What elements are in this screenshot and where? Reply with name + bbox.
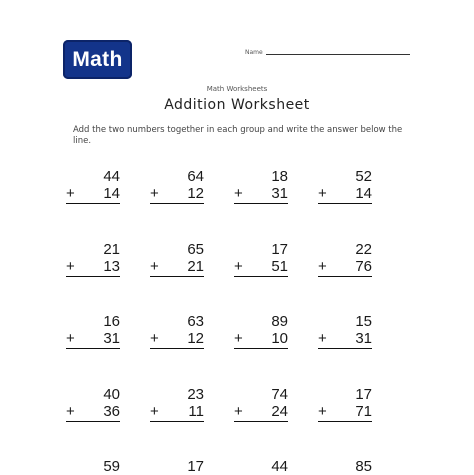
answer-line — [318, 421, 372, 422]
addend-bottom-row — [150, 258, 204, 275]
plus-sign: + — [318, 403, 327, 420]
addend-bottom-row — [318, 403, 372, 420]
addend-top: 15 — [355, 313, 372, 330]
answer-line — [66, 421, 120, 422]
addition-problem — [234, 386, 288, 422]
answer-line — [318, 276, 372, 277]
addend-bottom: 51 — [271, 258, 288, 275]
addend-bottom: 76 — [355, 258, 372, 275]
addend-bottom: 21 — [187, 258, 204, 275]
answer-line — [318, 203, 372, 204]
addend-top: 64 — [187, 168, 204, 185]
addend-top: 21 — [103, 241, 120, 258]
answer-line — [150, 203, 204, 204]
addend-bottom: 12 — [187, 330, 204, 347]
addend-bottom-row — [66, 185, 120, 202]
worksheet-subtitle: Math Worksheets — [206, 85, 268, 93]
name-line — [266, 54, 410, 55]
addition-problem — [234, 241, 288, 277]
answer-line — [150, 421, 204, 422]
addend-bottom: 31 — [271, 185, 288, 202]
plus-sign: + — [150, 330, 159, 347]
addend-top: 65 — [187, 241, 204, 258]
addend-bottom-row — [66, 258, 120, 275]
addend-bottom-row — [234, 258, 288, 275]
addition-problem — [66, 386, 120, 422]
answer-line — [66, 276, 120, 277]
addition-problem — [318, 313, 372, 349]
instructions-text: Add the two numbers together in each group and write the answer below the line. — [73, 125, 403, 146]
plus-sign: + — [66, 185, 75, 202]
addition-problem — [234, 168, 288, 204]
addend-bottom: 13 — [103, 258, 120, 275]
addend-top: 22 — [355, 241, 372, 258]
plus-sign: + — [150, 258, 159, 275]
addend-top: 40 — [103, 386, 120, 403]
addend-bottom: 10 — [271, 330, 288, 347]
math-logo — [63, 40, 132, 79]
addend-bottom-row — [234, 330, 288, 347]
name-field — [245, 44, 410, 56]
plus-sign: + — [234, 185, 243, 202]
answer-line — [234, 348, 288, 349]
plus-sign: + — [234, 403, 243, 420]
addition-problem — [150, 168, 204, 204]
addend-bottom: 24 — [271, 403, 288, 420]
plus-sign: + — [150, 185, 159, 202]
addend-bottom-row — [150, 330, 204, 347]
addend-bottom: 36 — [103, 403, 120, 420]
addition-problem — [66, 241, 120, 277]
plus-sign: + — [234, 258, 243, 275]
addend-top: 63 — [187, 313, 204, 330]
addend-bottom: 71 — [355, 403, 372, 420]
plus-sign: + — [318, 330, 327, 347]
answer-line — [66, 203, 120, 204]
addition-problem — [66, 313, 120, 349]
addition-problem — [150, 458, 204, 475]
addend-top: 17 — [271, 241, 288, 258]
addend-bottom-row — [234, 185, 288, 202]
addition-problem — [318, 458, 372, 475]
addend-bottom-row — [318, 185, 372, 202]
addend-bottom: 31 — [355, 330, 372, 347]
plus-sign: + — [66, 330, 75, 347]
addition-problem — [234, 313, 288, 349]
addition-problem — [234, 458, 288, 475]
worksheet-title: Addition Worksheet — [164, 97, 310, 113]
addend-top: 89 — [271, 313, 288, 330]
addend-top: 52 — [355, 168, 372, 185]
addend-bottom: 11 — [188, 403, 204, 420]
addend-bottom-row — [318, 330, 372, 347]
addend-top: 17 — [187, 458, 204, 475]
answer-line — [150, 348, 204, 349]
addend-top: 17 — [355, 386, 372, 403]
addend-top: 23 — [187, 386, 204, 403]
addend-top: 16 — [103, 313, 120, 330]
plus-sign: + — [318, 258, 327, 275]
addition-problem — [150, 313, 204, 349]
addend-top: 18 — [271, 168, 288, 185]
answer-line — [234, 203, 288, 204]
addend-top: 74 — [271, 386, 288, 403]
addition-problem — [318, 386, 372, 422]
addition-problem — [318, 168, 372, 204]
addend-bottom: 14 — [103, 185, 120, 202]
addend-bottom: 31 — [103, 330, 120, 347]
addend-bottom-row — [66, 330, 120, 347]
addend-bottom-row — [150, 185, 204, 202]
plus-sign: + — [318, 185, 327, 202]
addend-bottom-row — [66, 403, 120, 420]
addition-problem — [66, 168, 120, 204]
name-label: Name — [245, 49, 263, 56]
addend-bottom-row — [234, 403, 288, 420]
plus-sign: + — [66, 403, 75, 420]
addend-bottom-row — [318, 258, 372, 275]
addend-top: 59 — [103, 458, 120, 475]
addition-problem — [150, 241, 204, 277]
addend-bottom-row — [150, 403, 204, 420]
answer-line — [234, 276, 288, 277]
addition-problem — [150, 386, 204, 422]
logo-text: Math — [72, 47, 123, 71]
answer-line — [150, 276, 204, 277]
addend-top: 85 — [355, 458, 372, 475]
answer-line — [66, 348, 120, 349]
plus-sign: + — [150, 403, 159, 420]
addend-bottom: 14 — [355, 185, 372, 202]
answer-line — [234, 421, 288, 422]
addend-top: 44 — [103, 168, 120, 185]
addend-bottom: 12 — [187, 185, 204, 202]
addend-top: 44 — [271, 458, 288, 475]
plus-sign: + — [234, 330, 243, 347]
answer-line — [318, 348, 372, 349]
plus-sign: + — [66, 258, 75, 275]
addition-problem — [318, 241, 372, 277]
addition-problem — [66, 458, 120, 475]
